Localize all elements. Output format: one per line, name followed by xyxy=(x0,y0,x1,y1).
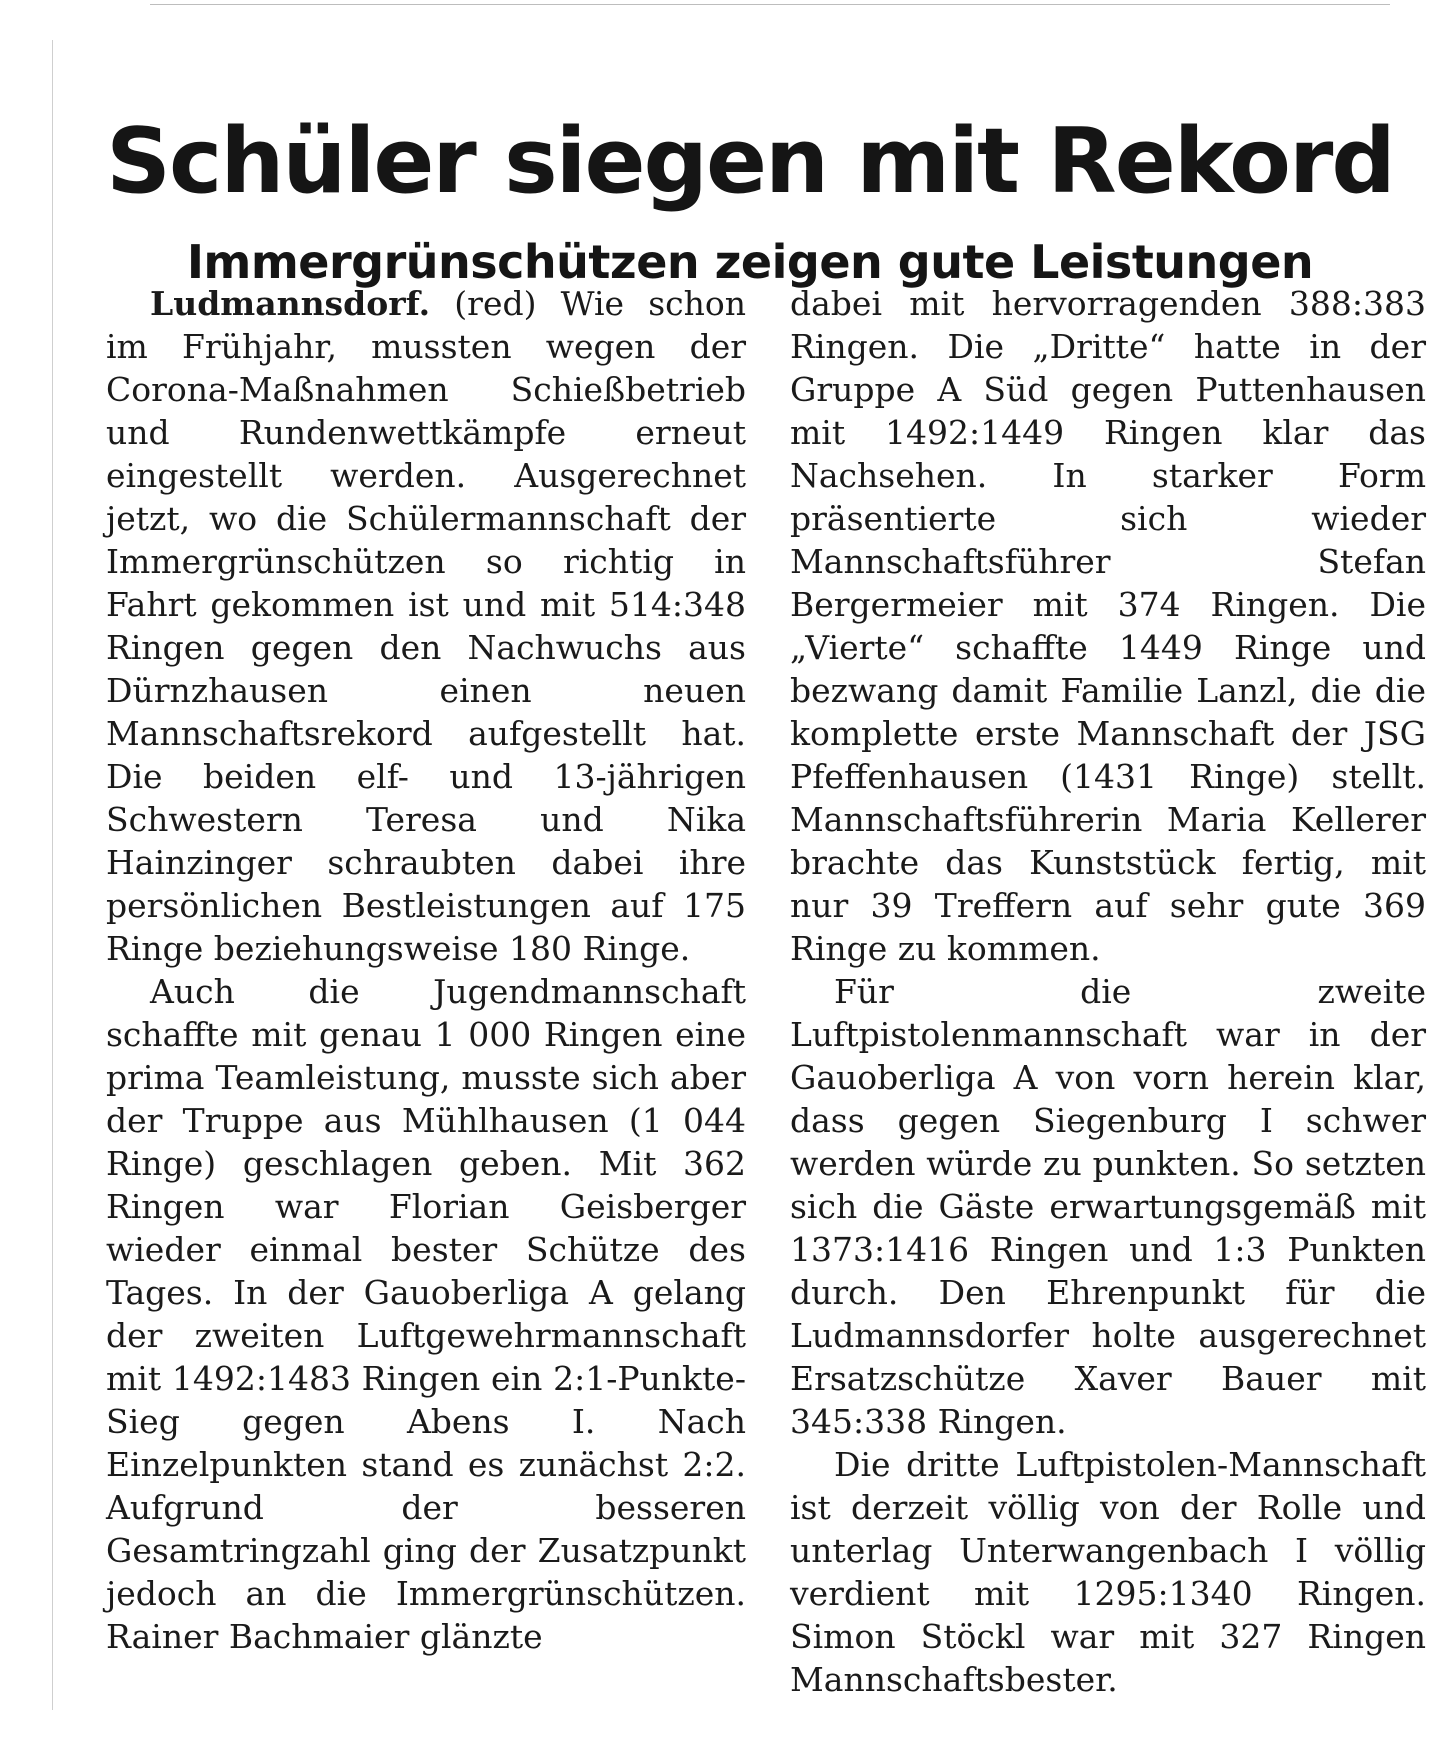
paragraph-2: Auch die Jugendmannschaft schaffte mit genau 1 000 Ringen eine prima Teamleistung, musste sich aber der Truppe aus Mühlhausen (1 044 Ringe) geschlagen geben. Mit 362 Ringen war Florian Geisberger wieder einmal bester Schütze des Tages. In der Gauoberliga A gelang der zweiten Luftgewehrmannschaft mit 1492:1483 Ringen ein 2:1-Punkte-Sieg gegen Abens I. Nach Einzelpunkten stand es zunächst 2:2. Aufgrund der besseren Gesamtringzahl ging der Zusatzpunkt jedoch an die Immergrünschützen. Rainer Bachmaier glänzte xyxy=(106,972,746,1656)
paragraph-4: Die dritte Luftpistolen-Mannschaft ist derzeit völlig von der Rolle und unterlag Unterwangenbach I völlig verdient mit 1295:1340 Ringen. Simon Stöckl war mit 327 Ringen Mannschaftsbester. xyxy=(790,1445,1426,1699)
right-column xyxy=(790,282,1426,1701)
headline: Schüler siegen mit Rekord xyxy=(106,109,1394,215)
top-divider xyxy=(150,4,1390,5)
subheadline: Immergrünschützen zeigen gute Leistungen xyxy=(186,235,1314,290)
paragraph-1 xyxy=(106,282,746,970)
left-divider xyxy=(52,40,53,1710)
left-column xyxy=(106,282,746,1658)
paragraph-2-continued: dabei mit hervorragenden 388:383 Ringen. Die „Dritte“ hatte in der Gruppe A Süd gegen Puttenhausen mit 1492:1449 Ringen klar das Nachsehen. In starker Form präsentierte sich wieder Mannschaftsführer Stefan Bergermeier mit 374 Ringen. Die „Vierte“ schaffte 1449 Ringe und bezwang damit Familie Lanzl, die die komplette erste Mannschaft der JSG Pfeffenhausen (1431 Ringe) stellt. Mannschaftsführerin Maria Kellerer brachte das Kunststück fertig, mit nur 39 Treffern auf sehr gute 369 Ringe zu kommen. xyxy=(790,284,1426,968)
paragraph-1-text: (red) Wie schon im Frühjahr, mussten wegen der Corona-Maßnahmen Schießbetrieb und Rundenwettkämpfe erneut eingestellt werden. Ausgerechnet jetzt, wo die Schülermannschaft der Immergrünschützen so richtig in Fahrt gekommen ist und mit 514:348 Ringen gegen den Nachwuchs aus Dürnzhausen einen neuen Mannschaftsrekord aufgestellt hat. Die beiden elf- und 13-jährigen Schwestern Teresa und Nika Hainzinger schraubten dabei ihre persönlichen Bestleistungen auf 175 Ringe beziehungsweise 180 Ringe. xyxy=(106,284,747,968)
dateline: Ludmannsdorf. xyxy=(150,284,431,323)
paragraph-3: Für die zweite Luftpistolenmannschaft war in der Gauoberliga A von vorn herein klar, dass gegen Siegenburg I schwer werden würde zu punkten. So setzten sich die Gäste erwartungsgemäß mit 1373:1416 Ringen und 1:3 Punkten durch. Den Ehrenpunkt für die Ludmannsdorfer holte ausgerechnet Ersatzschütze Xaver Bauer mit 345:338 Ringen. xyxy=(790,972,1426,1441)
